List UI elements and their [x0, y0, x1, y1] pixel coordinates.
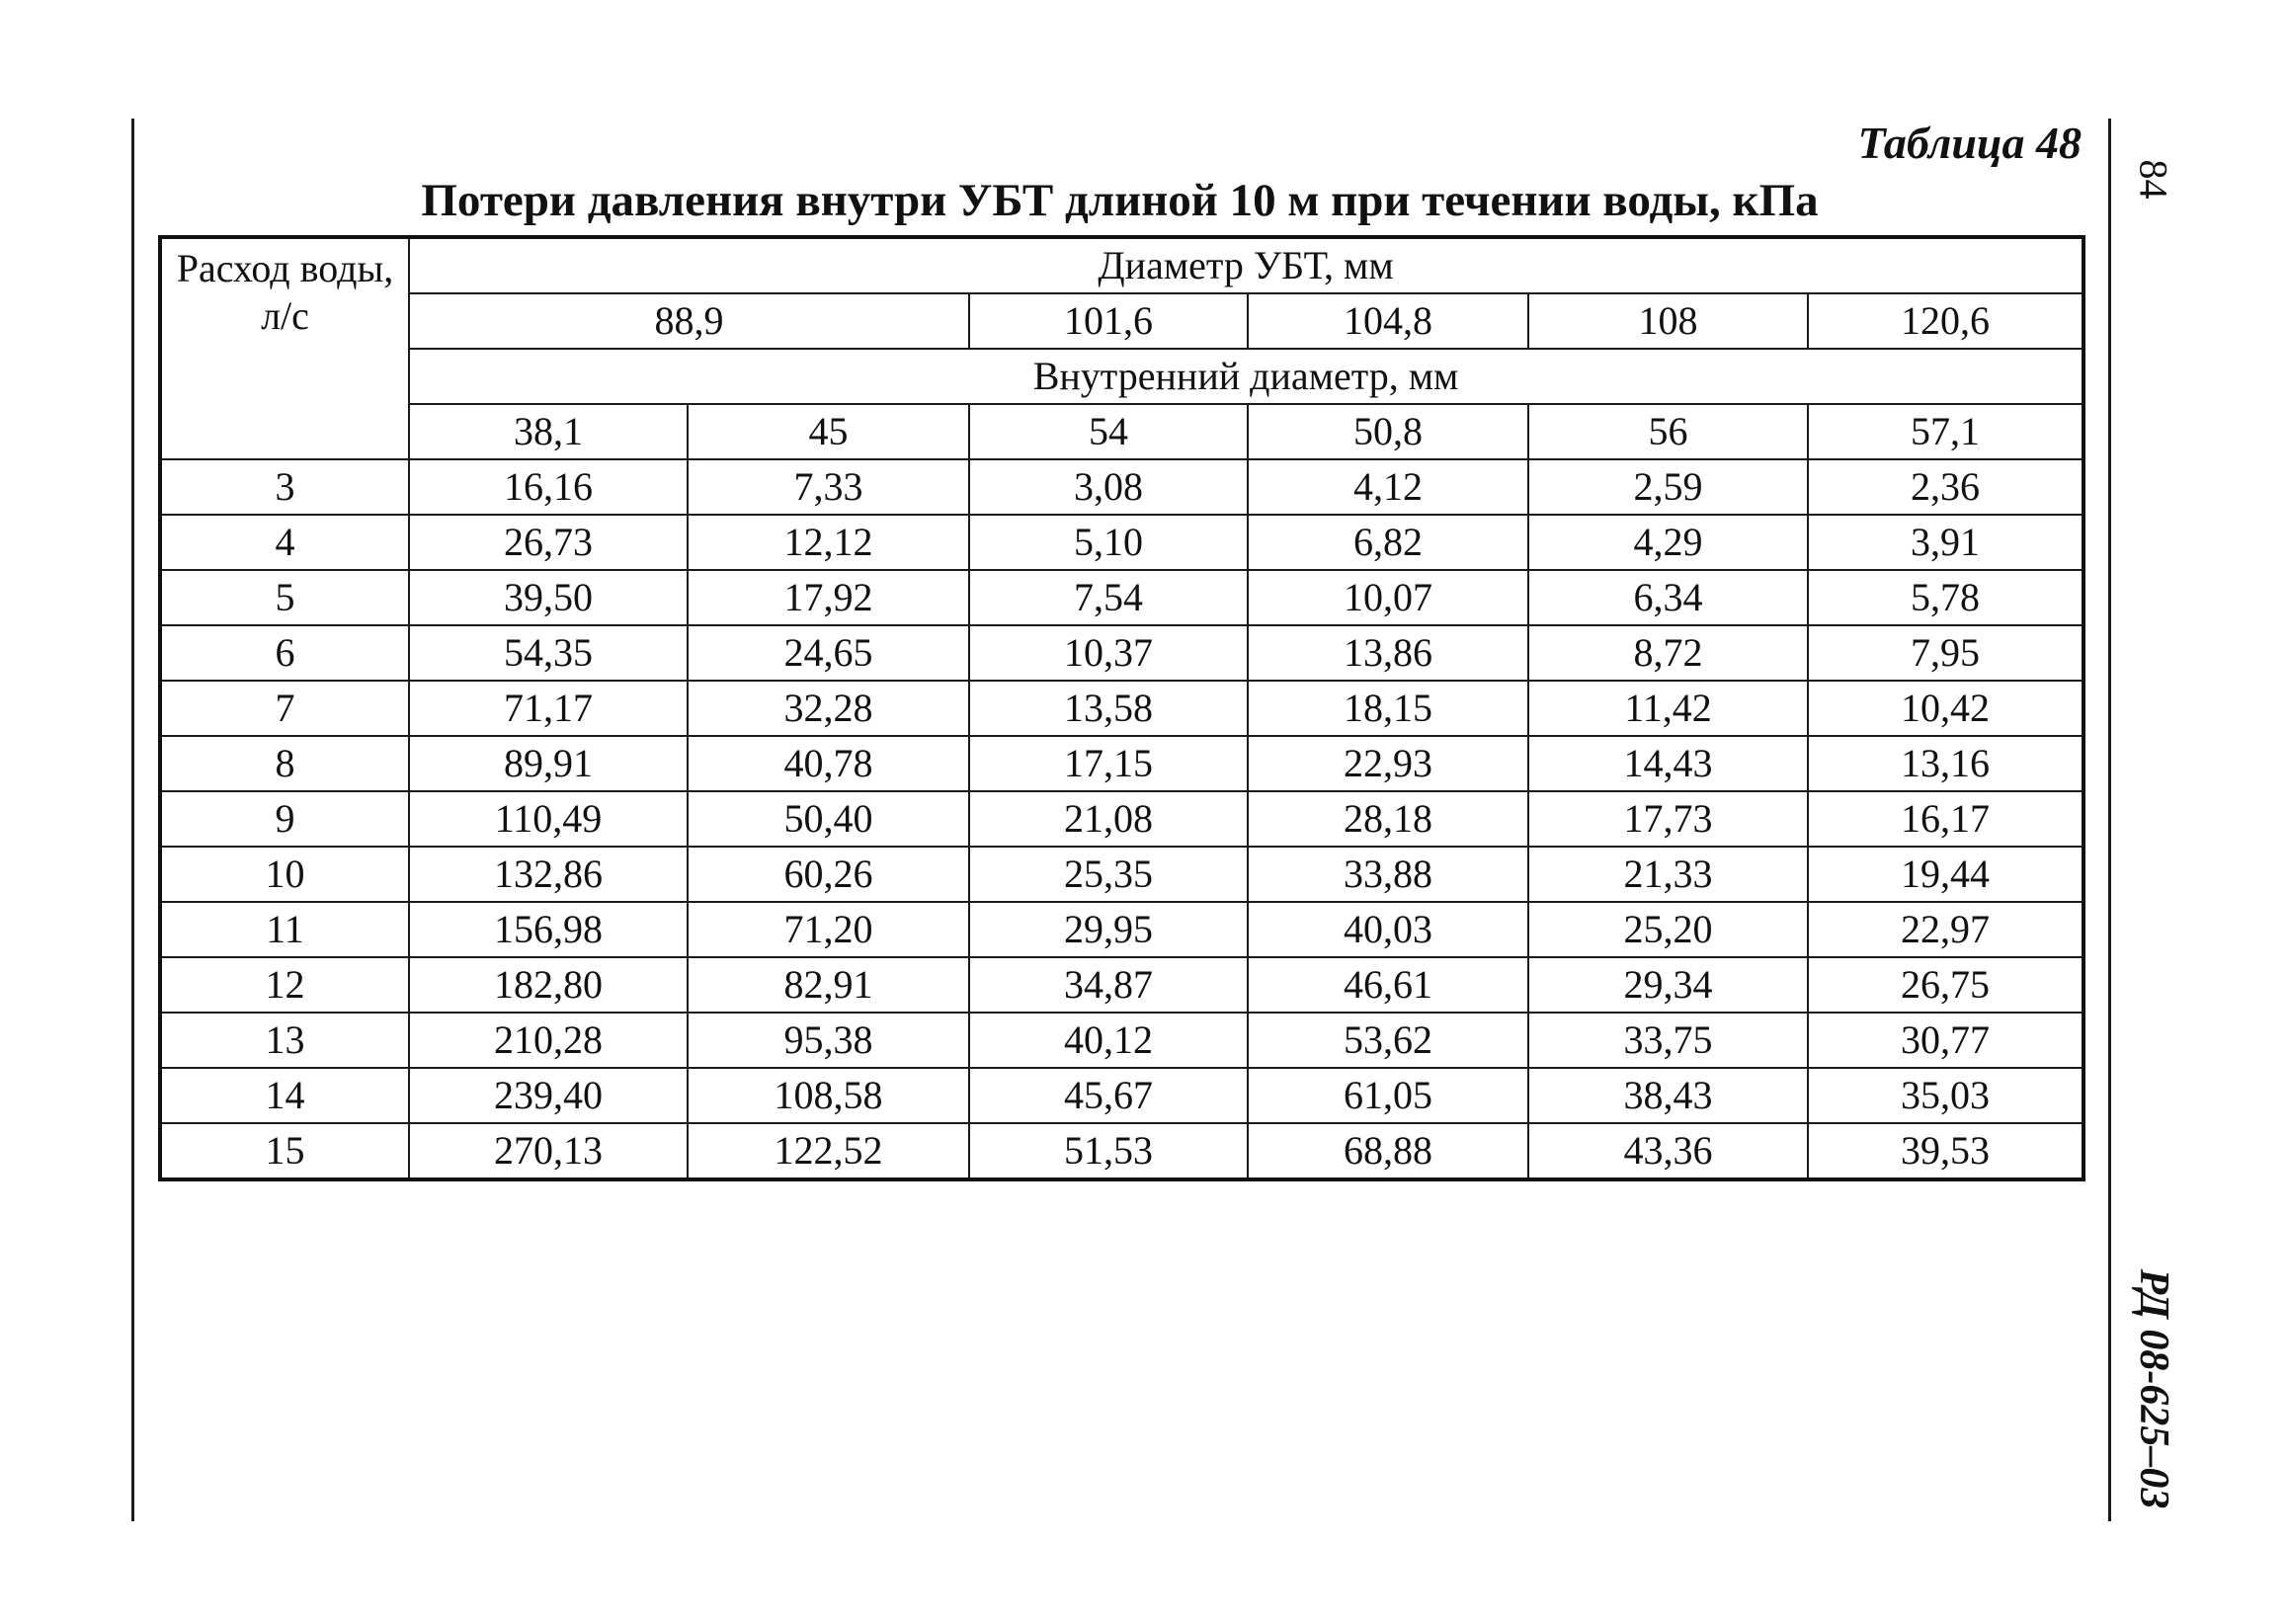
pressure-loss-cell: 17,15 [969, 736, 1248, 791]
pressure-loss-cell: 68,88 [1248, 1123, 1528, 1179]
table-row [160, 736, 2083, 791]
pressure-loss-cell: 11,42 [1528, 681, 1808, 736]
flow-rate-cell: 10 [160, 847, 409, 902]
pressure-loss-cell: 51,53 [969, 1123, 1248, 1179]
pressure-loss-cell: 13,86 [1248, 625, 1528, 681]
pressure-loss-cell: 122,52 [688, 1123, 969, 1179]
pressure-loss-cell: 6,82 [1248, 515, 1528, 570]
right-margin-rule [2108, 119, 2111, 1521]
pressure-loss-cell: 25,20 [1528, 902, 1808, 957]
left-margin-rule [131, 119, 134, 1521]
pressure-loss-cell: 53,62 [1248, 1013, 1528, 1068]
pressure-loss-cell: 40,03 [1248, 902, 1528, 957]
pressure-loss-cell: 4,12 [1248, 459, 1528, 515]
pressure-loss-cell: 7,54 [969, 570, 1248, 625]
pressure-loss-cell: 40,78 [688, 736, 969, 791]
pressure-loss-cell: 7,33 [688, 459, 969, 515]
pressure-loss-cell: 239,40 [409, 1068, 688, 1123]
flow-rate-cell: 3 [160, 459, 409, 515]
pressure-loss-cell: 33,88 [1248, 847, 1528, 902]
pressure-loss-cell: 35,03 [1808, 1068, 2083, 1123]
pressure-loss-cell: 28,18 [1248, 791, 1528, 847]
table-row [160, 847, 2083, 902]
document-code: РД 08-625–03 [2131, 1268, 2176, 1509]
pressure-loss-cell: 43,36 [1528, 1123, 1808, 1179]
pressure-loss-cell: 61,05 [1248, 1068, 1528, 1123]
outer-diameter-header: 88,9 [409, 293, 969, 349]
pressure-loss-cell: 14,43 [1528, 736, 1808, 791]
outer-diameter-header: 108 [1528, 293, 1808, 349]
pressure-loss-cell: 26,75 [1808, 957, 2083, 1013]
flow-rate-cell: 4 [160, 515, 409, 570]
pressure-loss-cell: 24,65 [688, 625, 969, 681]
pressure-loss-cell: 210,28 [409, 1013, 688, 1068]
flow-rate-cell: 15 [160, 1123, 409, 1179]
pressure-loss-cell: 22,97 [1808, 902, 2083, 957]
pressure-loss-cell: 19,44 [1808, 847, 2083, 902]
flow-rate-cell: 14 [160, 1068, 409, 1123]
pressure-loss-cell: 50,40 [688, 791, 969, 847]
pressure-loss-cell: 33,75 [1528, 1013, 1808, 1068]
pressure-loss-cell: 3,08 [969, 459, 1248, 515]
pressure-loss-cell: 16,16 [409, 459, 688, 515]
pressure-loss-cell: 10,42 [1808, 681, 2083, 736]
pressure-loss-cell: 32,28 [688, 681, 969, 736]
pressure-loss-cell: 34,87 [969, 957, 1248, 1013]
table-body [160, 459, 2083, 1179]
pressure-loss-cell: 40,12 [969, 1013, 1248, 1068]
header-row-inner-group [160, 349, 2083, 404]
pressure-loss-cell: 2,59 [1528, 459, 1808, 515]
pressure-loss-cell: 54,35 [409, 625, 688, 681]
inner-diameter-header: 56 [1528, 404, 1808, 459]
inner-diameter-header: 57,1 [1808, 404, 2083, 459]
pressure-loss-cell: 156,98 [409, 902, 688, 957]
inner-diameter-header: 54 [969, 404, 1248, 459]
table-header [160, 237, 2083, 459]
pressure-loss-cell: 29,95 [969, 902, 1248, 957]
header-row-inner-diameters [160, 404, 2083, 459]
table-number-label: Таблица 48 [1857, 118, 2082, 168]
pressure-loss-cell: 25,35 [969, 847, 1248, 902]
pressure-loss-cell: 38,43 [1528, 1068, 1808, 1123]
flow-rate-column-header: Расход воды, л/с [160, 237, 409, 459]
table-row [160, 1068, 2083, 1123]
table-row [160, 570, 2083, 625]
pressure-loss-cell: 10,37 [969, 625, 1248, 681]
page-number: 84 [2131, 159, 2176, 200]
pressure-loss-cell: 46,61 [1248, 957, 1528, 1013]
pressure-loss-cell: 18,15 [1248, 681, 1528, 736]
outer-diameter-header: 104,8 [1248, 293, 1528, 349]
pressure-loss-cell: 5,78 [1808, 570, 2083, 625]
table-row [160, 1013, 2083, 1068]
pressure-loss-cell: 5,10 [969, 515, 1248, 570]
pressure-loss-cell: 60,26 [688, 847, 969, 902]
pressure-loss-cell: 108,58 [688, 1068, 969, 1123]
pressure-loss-cell: 39,53 [1808, 1123, 2083, 1179]
flow-rate-cell: 7 [160, 681, 409, 736]
pressure-loss-cell: 2,36 [1808, 459, 2083, 515]
pressure-loss-cell: 89,91 [409, 736, 688, 791]
inner-diameter-header: 38,1 [409, 404, 688, 459]
pressure-loss-cell: 4,29 [1528, 515, 1808, 570]
outer-diameter-header: 101,6 [969, 293, 1248, 349]
header-row-outer-group [160, 237, 2083, 293]
pressure-loss-table [158, 235, 2085, 1181]
pressure-loss-cell: 71,20 [688, 902, 969, 957]
pressure-loss-cell: 82,91 [688, 957, 969, 1013]
table-row [160, 681, 2083, 736]
pressure-loss-cell: 21,08 [969, 791, 1248, 847]
pressure-loss-cell: 45,67 [969, 1068, 1248, 1123]
table-row [160, 957, 2083, 1013]
pressure-loss-cell: 26,73 [409, 515, 688, 570]
pressure-loss-cell: 16,17 [1808, 791, 2083, 847]
pressure-loss-cell: 17,73 [1528, 791, 1808, 847]
pressure-loss-cell: 39,50 [409, 570, 688, 625]
pressure-loss-cell: 3,91 [1808, 515, 2083, 570]
pressure-loss-cell: 95,38 [688, 1013, 969, 1068]
table-row [160, 625, 2083, 681]
flow-rate-cell: 6 [160, 625, 409, 681]
pressure-loss-cell: 12,12 [688, 515, 969, 570]
inner-diameter-header: 45 [688, 404, 969, 459]
table-row [160, 459, 2083, 515]
pressure-loss-cell: 21,33 [1528, 847, 1808, 902]
flow-rate-cell: 9 [160, 791, 409, 847]
pressure-loss-cell: 8,72 [1528, 625, 1808, 681]
outer-diameter-header: 120,6 [1808, 293, 2083, 349]
pressure-loss-cell: 110,49 [409, 791, 688, 847]
pressure-loss-cell: 22,93 [1248, 736, 1528, 791]
flow-rate-cell: 8 [160, 736, 409, 791]
inner-diameter-group-header: Внутренний диаметр, мм [409, 349, 2083, 404]
flow-rate-cell: 12 [160, 957, 409, 1013]
flow-rate-cell: 11 [160, 902, 409, 957]
table-row [160, 902, 2083, 957]
header-row-outer-diameters [160, 293, 2083, 349]
pressure-loss-cell: 182,80 [409, 957, 688, 1013]
table-title: Потери давления внутри УБТ длиной 10 м при течении воды, кПа [421, 175, 1819, 226]
outer-diameter-group-header: Диаметр УБТ, мм [409, 237, 2083, 293]
pressure-loss-cell: 6,34 [1528, 570, 1808, 625]
pressure-loss-cell: 7,95 [1808, 625, 2083, 681]
pressure-loss-cell: 29,34 [1528, 957, 1808, 1013]
pressure-loss-cell: 17,92 [688, 570, 969, 625]
inner-diameter-header: 50,8 [1248, 404, 1528, 459]
flow-rate-cell: 13 [160, 1013, 409, 1068]
table-row [160, 1123, 2083, 1179]
table-row [160, 791, 2083, 847]
table-row [160, 515, 2083, 570]
pressure-loss-cell: 10,07 [1248, 570, 1528, 625]
flow-rate-cell: 5 [160, 570, 409, 625]
pressure-loss-cell: 270,13 [409, 1123, 688, 1179]
pressure-loss-cell: 30,77 [1808, 1013, 2083, 1068]
pressure-loss-cell: 13,16 [1808, 736, 2083, 791]
pressure-loss-cell: 71,17 [409, 681, 688, 736]
pressure-loss-cell: 132,86 [409, 847, 688, 902]
pressure-loss-cell: 13,58 [969, 681, 1248, 736]
